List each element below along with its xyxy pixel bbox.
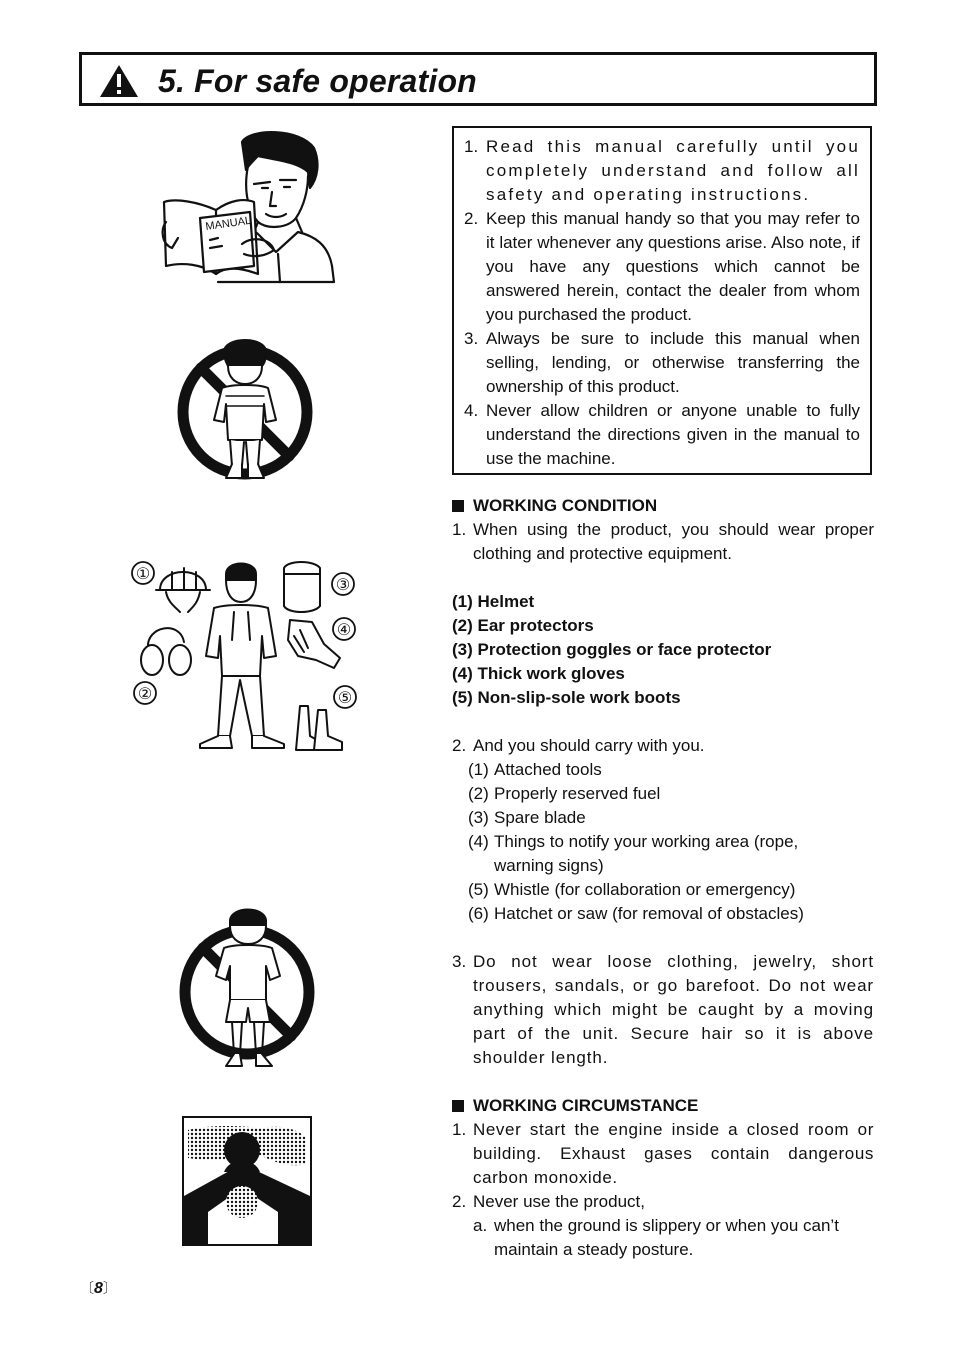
list-item: 2. And you should carry with you. (452, 736, 705, 755)
man-reading-manual-icon (158, 126, 336, 284)
list-item: 1. When using the product, you should wear proper clothing and protective equipment. (452, 520, 874, 563)
exhaust-gas-warning-icon (182, 1116, 312, 1246)
svg-text:③: ③ (335, 577, 351, 594)
working-condition-section (452, 494, 874, 1070)
section-heading: WORKING CONDITION (452, 494, 874, 518)
equipment-item: (1) Helmet (452, 592, 535, 611)
list-item: 3. Always be sure to include this manual when selling, lending, or otherwise transferring the ownership of this product. (464, 329, 860, 396)
carry-item: (3) Spare blade (468, 808, 586, 827)
no-loose-clothing-prohibited-icon (176, 904, 318, 1074)
page-title: 5. For safe operation (158, 63, 477, 99)
svg-text:②: ② (137, 686, 153, 703)
list-item: 1. Read this manual carefully until you completely understand and follow all safety and operating instructions. (464, 137, 860, 204)
list-item: 2. Keep this manual handy so that you may refer to it later whenever any questions arise. Also note, if you have any questions which cannot be answered herein, contact the dealer from whom you purchased the product. (464, 209, 860, 324)
protective-equipment-icon (128, 556, 360, 754)
carry-item: (1) Attached tools (468, 760, 602, 779)
equipment-item: (4) Thick work gloves (452, 664, 625, 683)
square-bullet-icon (452, 500, 464, 512)
svg-text:⑤: ⑤ (337, 690, 353, 707)
carry-item: (6) Hatchet or saw (for removal of obstacles) (468, 904, 804, 923)
list-item: 1. Never start the engine inside a closed room or building. Exhaust gases contain dangerous carbon monoxide. (452, 1120, 874, 1187)
carry-item: (5) Whistle (for collaboration or emergency) (468, 880, 796, 899)
equipment-item: (5) Non-slip-sole work boots (452, 688, 681, 707)
section-heading: WORKING CIRCUMSTANCE (452, 1094, 874, 1118)
equipment-item: (3) Protection goggles or face protector (452, 640, 772, 659)
square-bullet-icon (452, 1100, 464, 1112)
page-number: 〔8〕 (80, 1280, 117, 1297)
manual-label: MANUAL (204, 214, 252, 233)
list-item: 2. Never use the product, (452, 1192, 645, 1211)
warning-triangle-icon (98, 63, 140, 99)
svg-text:①: ① (135, 566, 151, 583)
section-header (79, 52, 877, 106)
equipment-item: (2) Ear protectors (452, 616, 594, 635)
svg-text:④: ④ (336, 622, 352, 639)
carry-item: (4) Things to notify your working area (rope, warning signs) (468, 832, 799, 875)
safety-rules-box (452, 126, 872, 475)
list-item: 4. Never allow children or anyone unable to fully understand the directions given in the manual to use the machine. (464, 401, 860, 468)
carry-item: (2) Properly reserved fuel (468, 784, 661, 803)
list-item: 3. Do not wear loose clothing, jewelry, short trousers, sandals, or go barefoot. Do not wear anything which might be caught by a moving part of the unit. Secure hair so it is above shoulder length. (452, 952, 874, 1067)
no-children-prohibited-icon (174, 330, 316, 488)
list-subitem: a. when the ground is slippery or when you can’t maintain a steady posture. (473, 1216, 839, 1259)
working-circumstance-section (452, 1094, 874, 1262)
